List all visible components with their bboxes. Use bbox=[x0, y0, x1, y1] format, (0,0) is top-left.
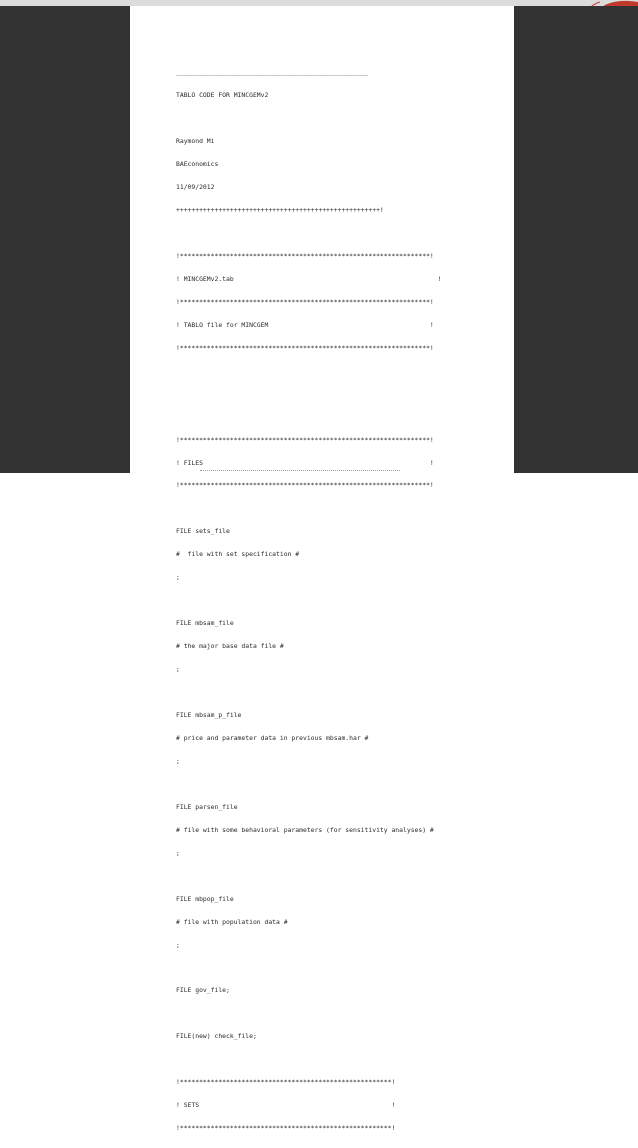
code-line: ! MINCGEMv2.tab ! bbox=[176, 274, 442, 283]
code-line: ; bbox=[176, 848, 180, 857]
code-line: !*****************************************************************! bbox=[176, 481, 434, 490]
code-line: !*******************************************************! bbox=[176, 1124, 396, 1133]
left-margin-panel bbox=[0, 6, 130, 473]
code-line: 11/09/2012 bbox=[176, 183, 215, 192]
code-line: ! TABLO file for MINCGEM ! bbox=[176, 320, 434, 329]
code-line: ; bbox=[176, 756, 180, 765]
code-line bbox=[176, 597, 441, 605]
code-line: # file with population data # bbox=[176, 917, 288, 926]
code-line: !*****************************************************************! bbox=[176, 297, 434, 306]
code-line: # file with some behavioral parameters (for sensitivity analyses) # bbox=[176, 825, 434, 834]
code-line bbox=[176, 964, 441, 972]
code-line: ! FILES ! bbox=[176, 458, 434, 467]
code-line bbox=[176, 230, 441, 238]
code-line bbox=[176, 689, 441, 697]
code-line bbox=[176, 1010, 441, 1018]
code-line: !*****************************************************************! bbox=[176, 435, 434, 444]
code-line: ; bbox=[176, 665, 180, 674]
code-line: ; bbox=[176, 940, 180, 949]
code-line: FILE mbsam_p_file bbox=[176, 711, 242, 719]
code-line: !*****************************************************************! bbox=[176, 343, 434, 352]
code-line: ; bbox=[176, 573, 180, 582]
code-line: +++++++++++++++++++++++++++++++++++++++++++++++++++++! bbox=[176, 206, 384, 215]
bottom-strip bbox=[0, 473, 638, 479]
code-line: __________________________________________________ bbox=[176, 68, 369, 77]
right-margin-panel bbox=[514, 6, 638, 473]
code-line bbox=[176, 414, 441, 422]
tablo-code-block bbox=[176, 54, 441, 1148]
code-line bbox=[176, 505, 441, 513]
code-line: FILE parsen_file bbox=[176, 802, 238, 811]
code-line: # file with set specification # bbox=[176, 550, 300, 559]
code-line bbox=[176, 368, 441, 376]
document-page[interactable] bbox=[130, 6, 514, 1133]
code-line: FILE gov_file; bbox=[176, 986, 230, 995]
code-line bbox=[176, 873, 441, 881]
code-line: # price and parameter data in previous mbsam.har # bbox=[176, 733, 369, 742]
code-line: TABLO CODE FOR MINCGEMv2 bbox=[176, 91, 269, 100]
code-line: FILE(new) check_file; bbox=[176, 1032, 257, 1041]
code-line: FILE mbpop_file bbox=[176, 894, 234, 903]
code-line bbox=[176, 391, 441, 399]
code-line: !*****************************************************************! bbox=[176, 251, 434, 260]
code-line bbox=[176, 1056, 441, 1064]
code-line bbox=[176, 781, 441, 789]
code-line: # the major base data file # bbox=[176, 642, 284, 651]
code-line: FILE mbsam_file bbox=[176, 619, 234, 628]
code-line: BAEconomics bbox=[176, 160, 219, 169]
code-line: Raymond Mi bbox=[176, 137, 215, 146]
code-line: FILE sets_file bbox=[176, 527, 230, 536]
code-line bbox=[176, 115, 441, 123]
code-line: ! SETS ! bbox=[176, 1101, 396, 1110]
code-line: !*******************************************************! bbox=[176, 1078, 396, 1087]
